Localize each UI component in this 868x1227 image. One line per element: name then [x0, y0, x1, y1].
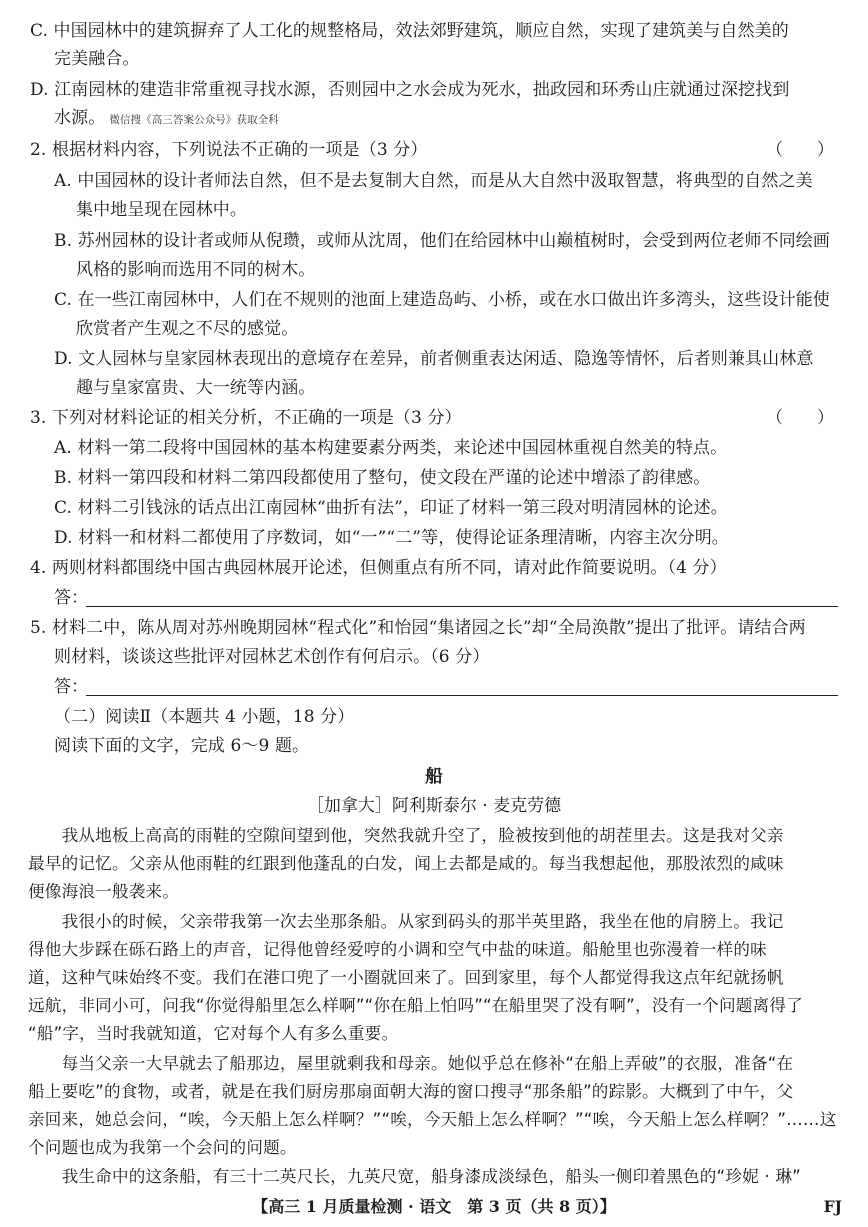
- q4-stem: 4. 两则材料都围绕中国古典园林展开论述，但侧重点有所不同，请对此作简要说明。（4 分）: [30, 558, 727, 578]
- q3-option-a: A. 材料一第二段将中国园林的基本构建要素分两类，来论述中国园林重视自然美的特点。: [54, 438, 728, 458]
- story-line: 得他大步踩在砾石路上的声音，记得他曾经爱哼的小调和空气中盐的味道。船舱里也弥漫着一样的味: [28, 940, 767, 959]
- q1-option-d-cont-line: [54, 107, 279, 131]
- q1-option-c: C. 中国园林中的建筑摒弃了人工化的规整格局，效法郊野建筑，顺应自然，实现了建筑美与自然美的: [30, 21, 789, 41]
- story-line: 便像海浪一般袭来。: [28, 882, 180, 901]
- q2-option-d-cont: 趣与皇家富贵、大一统等内涵。: [76, 378, 316, 398]
- q3-option-d: D. 材料一和材料二都使用了序数词，如“一”“二”等，使得论证条理清晰，内容主次分明。: [54, 528, 729, 548]
- watermark-text: 微信搜《高三答案公众号》获取全科: [109, 114, 279, 126]
- story-line: 我从地板上高高的雨鞋的空隙间望到他，突然我就升空了，脸被按到他的胡茬里去。这是我对父亲: [28, 826, 784, 845]
- story-line: 远航，非同小可，问我“你觉得船里怎么样啊”“你在船上怕吗”“在船里哭了没有啊”，没有一个问题离得了: [28, 996, 803, 1015]
- q2-stem: 2. 根据材料内容，下列说法不正确的一项是（3 分）: [30, 140, 428, 160]
- q1-option-c-cont: 完美融合。: [54, 49, 140, 69]
- story-title: 船: [425, 767, 443, 787]
- q1-option-d: D. 江南园林的建造非常重视寻找水源，否则园中之水会成为死水，拙政园和环秀山庄就通过深挖找到: [30, 80, 790, 100]
- q3-option-b: B. 材料一第四段和材料二第四段都使用了整句，使文段在严谨的论述中增添了韵律感。: [54, 468, 711, 488]
- page-footer: 【高三 1 月质量检测 · 语文 第 3 页（共 8 页）】: [252, 1197, 616, 1216]
- q4-answer-label: 答：: [54, 588, 89, 608]
- q5-stem-cont: 则材料，谈谈这些批评对园林艺术创作有何启示。（6 分）: [54, 647, 490, 667]
- story-line: 每当父亲一大早就去了船那边，屋里就剩我和母亲。她似乎总在修补“在船上弄破”的衣服，准备“在: [28, 1054, 794, 1073]
- q5-answer-line[interactable]: [86, 695, 838, 696]
- story-line: 我生命中的这条船，有三十二英尺长，九英尺宽，船身漆成淡绿色，船头一侧印着黑色的“珍妮 · 琳”: [28, 1167, 801, 1186]
- q3-answer-paren[interactable]: （ ）: [766, 408, 834, 428]
- story-line: 个问题也成为我第一个会问的问题。: [28, 1138, 297, 1157]
- q3-stem: 3. 下列对材料论证的相关分析，不正确的一项是（3 分）: [30, 408, 462, 428]
- section-instruction: 阅读下面的文字，完成 6～9 题。: [54, 736, 310, 756]
- story-line: 我很小的时候，父亲带我第一次去坐那条船。从家到码头的那半英里路，我坐在他的肩膀上。我记: [28, 912, 784, 931]
- q2-option-c-cont: 欣赏者产生观之不尽的感觉。: [76, 319, 299, 339]
- q5-stem: 5. 材料二中，陈从周对苏州晚期园林“程式化”和怡园“集诸园之长”却“全局涣散”提出了批评。请结合两: [30, 618, 806, 638]
- section-heading: （二）阅读Ⅱ（本题共 4 小题，18 分）: [54, 707, 355, 727]
- story-line: “船”字，当时我就知道，它对每个人有多么重要。: [28, 1024, 399, 1043]
- q3-option-c: C. 材料二引钱泳的话点出江南园林“曲折有法”，印证了材料一第三段对明清园林的论述。: [54, 498, 728, 518]
- story-line: 船上要吃”的食物，或者，就是在我们厨房那扇面朝大海的窗口搜寻“那条船”的踪影。大概到了中午，父: [28, 1082, 794, 1101]
- story-line: 最早的记忆。父亲从他雨鞋的红跟到他蓬乱的白发，闻上去都是咸的。每当我想起他，那股浓烈的咸味: [28, 854, 784, 873]
- story-line: 道，这种气味始终不变。我们在港口兜了一小圈就回来了。回到家里，每个人都觉得我这点年纪就扬帆: [28, 968, 784, 987]
- q2-option-c: C. 在一些江南园林中，人们在不规则的池面上建造岛屿、小桥，或在水口做出许多湾头，这些设计能使: [54, 290, 830, 310]
- q2-option-a: A. 中国园林的设计者师法自然，但不是去复制大自然，而是从大自然中汲取智慧，将典型的自然之美: [54, 171, 813, 191]
- q2-option-b-cont: 风格的影响而选用不同的树木。: [76, 260, 316, 280]
- q2-option-b: B. 苏州园林的设计者或师从倪瓒，或师从沈周，他们在给园林中山巅植树时，会受到两位老师不同绘画: [54, 231, 830, 251]
- q2-option-d: D. 文人园林与皇家园林表现出的意境存在差异，前者侧重表达闲适、隐逸等情怀，后者则兼具山林意: [54, 349, 814, 369]
- q4-answer-line[interactable]: [86, 606, 838, 607]
- q2-option-a-cont: 集中地呈现在园林中。: [76, 200, 247, 220]
- story-line: 亲回来，她总会问，“唉，今天船上怎么样啊？”“唉，今天船上怎么样啊？”“唉，今天船上怎么样啊？”……这: [28, 1110, 837, 1129]
- footer-code: FJ: [823, 1197, 842, 1216]
- q2-answer-paren[interactable]: （ ）: [766, 140, 834, 160]
- story-author: ［加拿大］阿利斯泰尔 · 麦克劳德: [306, 796, 562, 816]
- q5-answer-label: 答：: [54, 677, 89, 697]
- q1-option-d-cont: 水源。: [54, 108, 106, 128]
